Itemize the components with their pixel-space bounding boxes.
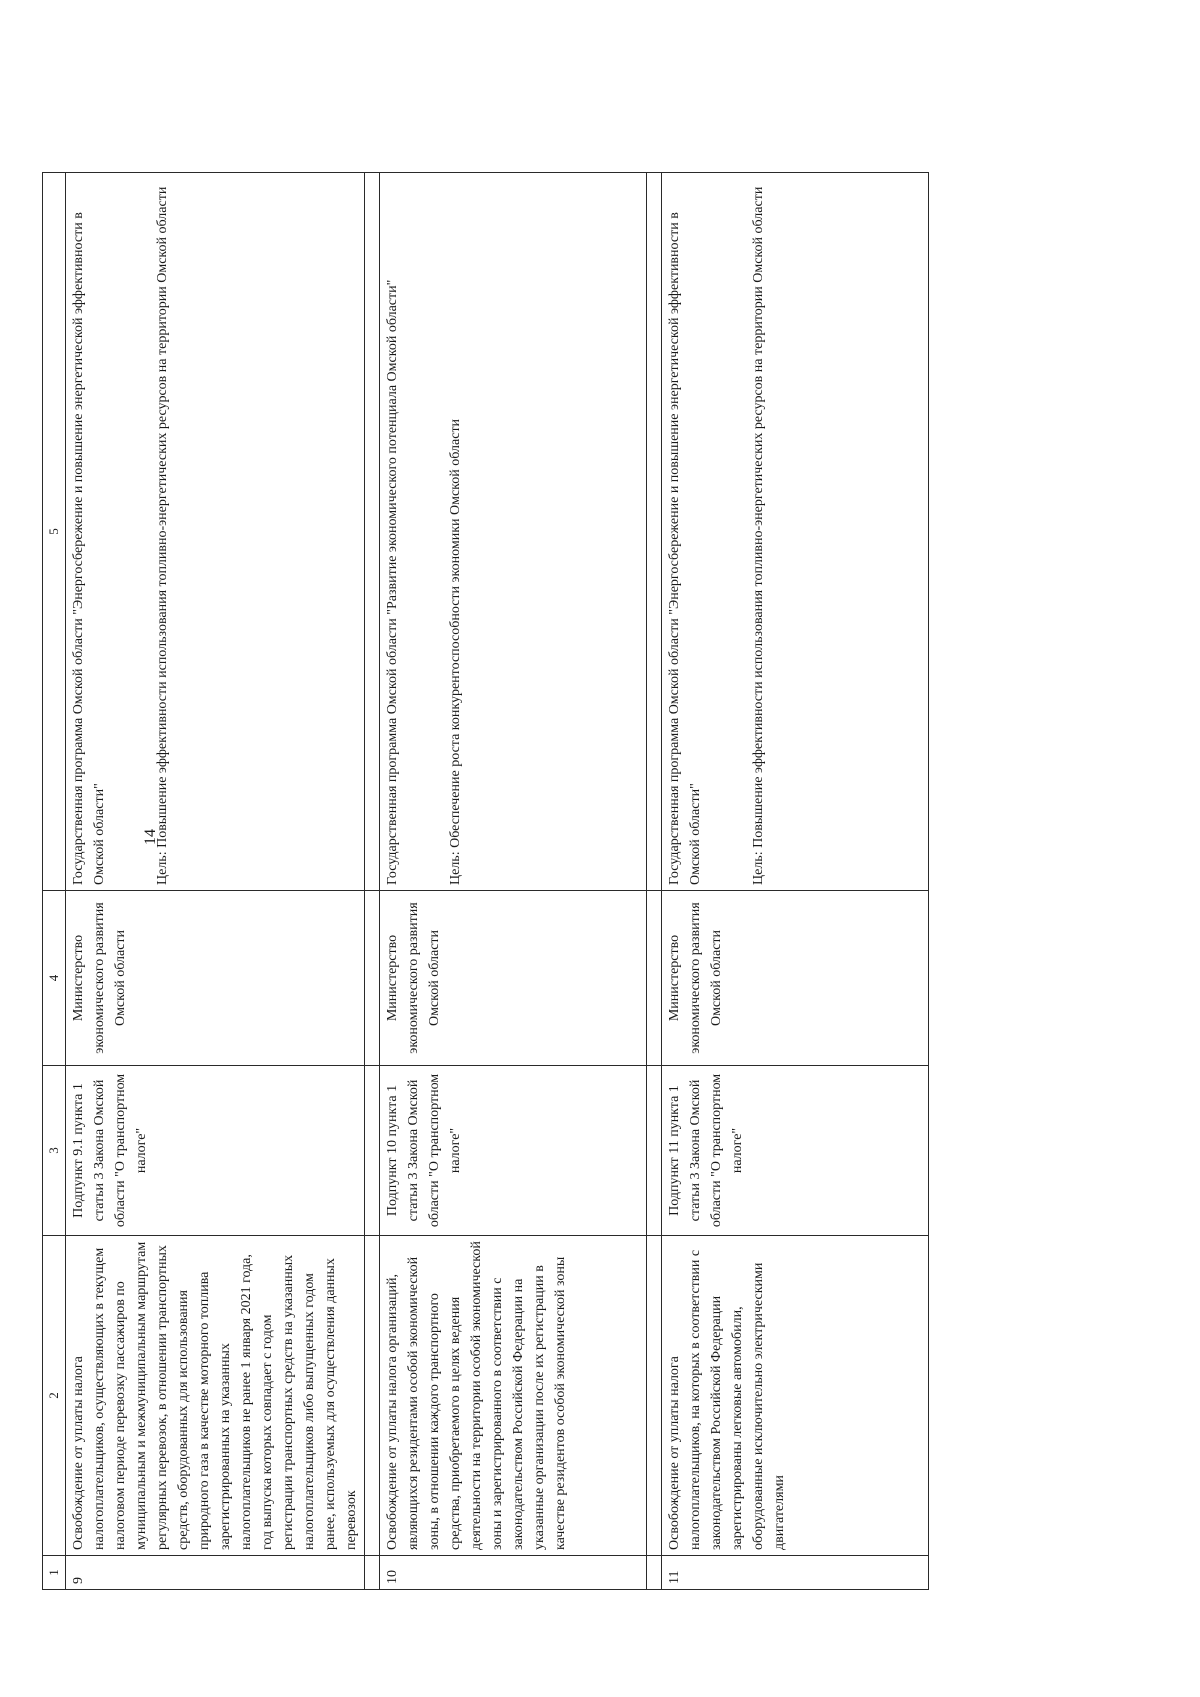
table-row <box>66 173 365 1590</box>
responsible-ministry: Министерство экономического развития Омской области <box>380 891 647 1066</box>
table-spacer-row <box>365 173 380 1590</box>
row-number: 11 <box>662 1556 929 1590</box>
table-spacer-row <box>647 173 662 1590</box>
benefit-description: Освобождение от уплаты налога организаций, являющихся резидентами особой экономической зоны, в отношении каждого транспортного средства, приобретаемого в целях ведения деятельности на территории особой экономической зоны и зарегистрированного в соответствии с законодательством Российской Федерации на указанные организации после их регистрации в качестве резидентов особой экономической зоны <box>380 1236 647 1556</box>
legal-basis: Подпункт 10 пункта 1 статьи 3 Закона Омской области "О транспортном налоге" <box>380 1066 647 1236</box>
benefit-description: Освобождение от уплаты налога налогоплательщиков, на которых в соответствии с законодательством Российской Федерации зарегистрированы легковые автомобили, оборудованные исключительно электрическими двигателями <box>662 1236 929 1556</box>
header-cell: 4 <box>43 891 66 1066</box>
header-cell: 5 <box>43 173 66 891</box>
table-row <box>380 173 647 1590</box>
legal-basis: Подпункт 9.1 пункта 1 статьи 3 Закона Омской области "О транспортном налоге" <box>66 1066 365 1236</box>
program-goal: Цель: Повышение эффективности использования топливно-энергетических ресурсов на территории Омской области <box>155 186 170 885</box>
header-cell: 3 <box>43 1066 66 1236</box>
program-goal: Цель: Повышение эффективности использования топливно-энергетических ресурсов на территории Омской области <box>751 186 766 885</box>
header-cell: 2 <box>43 1236 66 1556</box>
row-number: 9 <box>66 1556 365 1590</box>
row-number: 10 <box>380 1556 647 1590</box>
state-program: Государственная программа Омской области "Энергосбережение и повышение энергетической эффективности в Омской области" <box>667 212 703 885</box>
state-program-cell <box>662 173 929 891</box>
tax-benefits-table <box>42 172 929 1590</box>
table-header-row <box>43 173 66 1590</box>
benefit-description: Освобождение от уплаты налога налогоплательщиков, осуществляющих в текущем налоговом периоде перевозку пассажиров по муниципальным и межмуниципальным маршрутам регулярных перевозок, в отношении транспортных средств, оборудованных для использования природного газа в качестве моторного топлива зарегистрированных на указанных налогоплательщиков не ранее 1 января 2021 года, год выпуска которых совпадает с годом регистрации транспортных средств на указанных налогоплательщиков либо выпущенных годом ранее, используемых для осуществления данных перевозок <box>66 1236 365 1556</box>
state-program-cell <box>380 173 647 891</box>
responsible-ministry: Министерство экономического развития Омской области <box>66 891 365 1066</box>
legal-basis: Подпункт 11 пункта 1 статьи 3 Закона Омской области "О транспортном налоге" <box>662 1066 929 1236</box>
page-number: 14 <box>142 829 159 845</box>
table-row <box>662 173 929 1590</box>
rotated-table-container <box>42 173 1145 1590</box>
state-program: Государственная программа Омской области "Развитие экономического потенциала Омской области" <box>385 279 400 885</box>
program-goal: Цель: Обеспечение роста конкурентоспособности экономики Омской области <box>448 418 463 885</box>
header-cell: 1 <box>43 1556 66 1590</box>
state-program: Государственная программа Омской области "Энергосбережение и повышение энергетической эффективности в Омской области" <box>71 212 107 885</box>
state-program-cell <box>66 173 365 891</box>
responsible-ministry: Министерство экономического развития Омской области <box>662 891 929 1066</box>
